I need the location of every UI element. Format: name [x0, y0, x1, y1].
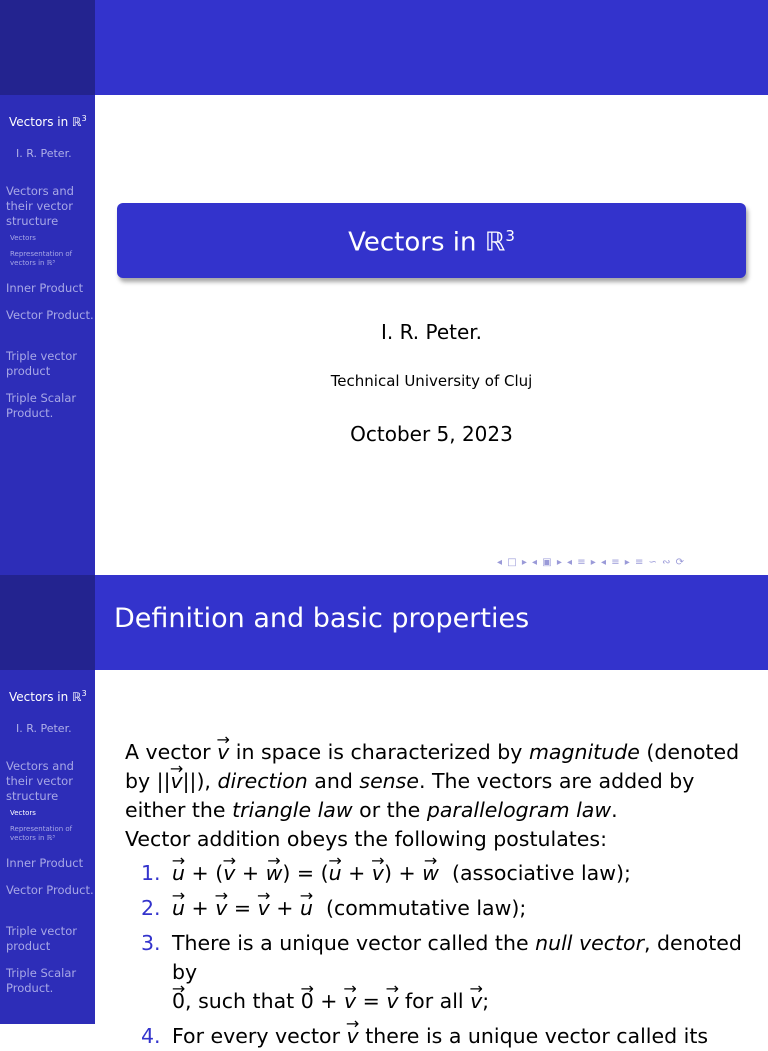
- list-item: 3. There is a unique vector called the null vector, denoted by → 0, such that → 0 + → v = → v for all → v;: [125, 929, 750, 1016]
- list-item: 4. For every vector → v there is a unique vector called its: [125, 1022, 750, 1051]
- sidebar-subsection-representation[interactable]: Representation of vectors in ℝ³: [10, 825, 73, 842]
- sidebar-subsection-vectors[interactable]: Vectors: [10, 809, 36, 817]
- sidebar: [0, 0, 95, 575]
- sidebar-subsection-vectors[interactable]: Vectors: [10, 234, 36, 242]
- sidebar-title[interactable]: Vectors in ℝ$^3$: [9, 689, 87, 704]
- list-item: 2. → u + → v = → v + → u (commutative law);: [125, 894, 750, 923]
- sidebar-logo-area: [0, 0, 95, 95]
- sidebar-section-vectors[interactable]: Vectors and their vector structure: [6, 759, 74, 803]
- header-band: [95, 575, 768, 670]
- sidebar-section-inner-product[interactable]: Inner Product: [6, 856, 84, 870]
- sidebar-author[interactable]: I. R. Peter.: [16, 722, 72, 735]
- header-band: [95, 0, 768, 95]
- presentation-title: Vectors in ℝ$^3$: [348, 227, 515, 258]
- sidebar-section-triple-scalar[interactable]: Triple Scalar Product.: [6, 391, 77, 420]
- list-item: 1. → u + (→ v + → w) = (→ u + → v) + → w (associative law);: [125, 859, 750, 888]
- sidebar-section-triple-vector[interactable]: Triple vector product: [6, 349, 77, 378]
- sidebar-section-triple-scalar[interactable]: Triple Scalar Product.: [6, 966, 77, 995]
- sidebar-title[interactable]: Vectors in ℝ$^3$: [9, 114, 87, 129]
- date: October 5, 2023: [350, 422, 513, 446]
- navigation-symbols[interactable]: ◂ □ ▸ ◂ ▣ ▸ ◂ ≡ ▸ ◂ ≡ ▸ ≡ ∽ ∾ ⟳: [497, 557, 686, 568]
- author: I. R. Peter.: [380, 320, 483, 344]
- sidebar-author[interactable]: I. R. Peter.: [16, 147, 72, 160]
- slide-body: [125, 738, 750, 1051]
- sidebar-section-triple-vector[interactable]: Triple vector product: [6, 924, 77, 953]
- sidebar-subsection-representation[interactable]: Representation of vectors in ℝ³: [10, 250, 73, 267]
- sidebar-section-vectors[interactable]: Vectors and their vector structure: [6, 184, 74, 228]
- postulates-intro: Vector addition obeys the following postulates:: [125, 827, 608, 851]
- frame-title: Definition and basic properties: [114, 603, 530, 634]
- sidebar-section-inner-product[interactable]: Inner Product: [6, 281, 84, 295]
- definition-paragraph: A vector → v in space is characterized by magnitude (denoted by ||→ v||), direction and sense. The vectors are added by either the triangle law or the parallelogram law.: [125, 738, 750, 825]
- institute: Technical University of Cluj: [330, 372, 533, 390]
- postulates-list: [125, 859, 750, 1051]
- sidebar-section-vector-product[interactable]: Vector Product.: [6, 308, 94, 322]
- sidebar: [0, 575, 95, 1024]
- sidebar-logo-area: [0, 575, 95, 670]
- title-block: [117, 203, 746, 278]
- sidebar-section-vector-product[interactable]: Vector Product.: [6, 883, 94, 897]
